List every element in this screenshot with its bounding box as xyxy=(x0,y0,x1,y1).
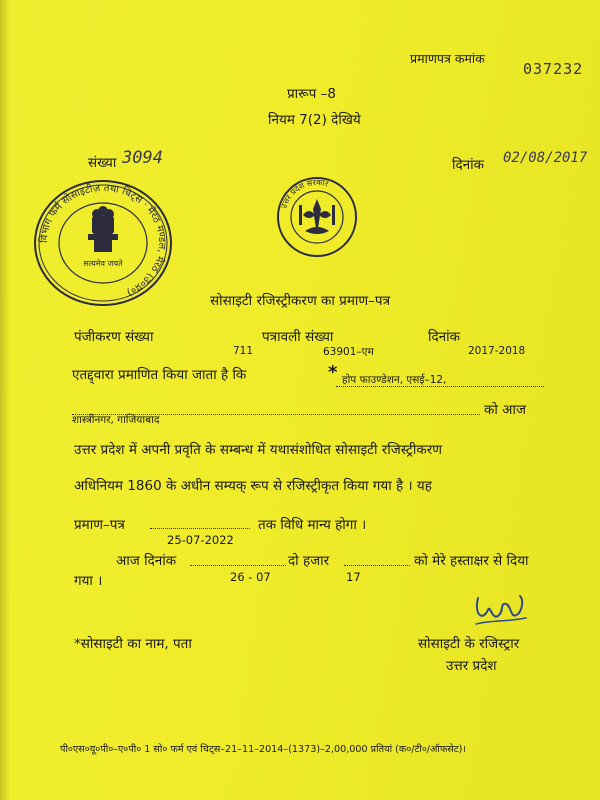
registrar-title: सोसाइटी के रजिस्ट्रार xyxy=(418,636,520,652)
footnote: *सोसाइटी का नाम, पता xyxy=(74,636,192,652)
society-name: होप फाउण्डेशन, एसई–12, xyxy=(342,374,447,386)
date2-value: 2017-2018 xyxy=(468,345,526,357)
registrar-signature xyxy=(470,590,530,638)
date-value: 02/08/2017 xyxy=(503,150,588,166)
form-number: प्रारूप –8 xyxy=(287,86,336,102)
paragraph-line-2: अधिनियम 1860 के अधीन सम्यक् रूप से रजिस्ट्रीकृत किया गया है । यह xyxy=(74,478,432,494)
registrar-state: उत्तर प्रदेश xyxy=(446,658,497,674)
certify-text: एतद्द्वारा प्रमाणित किया जाता है कि xyxy=(72,367,247,383)
emblem-ring-text: उत्तर प्रदेश सरकार xyxy=(279,177,330,210)
number-label: संख्या xyxy=(88,155,117,171)
certificate-title: सोसाइटी रजिस्ट्रीकरण का प्रमाण–पत्र xyxy=(210,293,391,309)
paper-edge-shadow xyxy=(0,0,10,800)
registrar-office-seal xyxy=(28,178,178,308)
validity-suffix: तक विधि मान्य होगा । xyxy=(258,517,367,533)
validity-prefix: प्रमाण–पत्र xyxy=(74,517,125,533)
validity-dotted-line xyxy=(150,528,250,529)
society-address: शास्त्रीनगर, गाजियाबाद xyxy=(72,414,160,426)
file-no-label: पत्रावली संख्या xyxy=(262,329,334,345)
registration-no-value: 711 xyxy=(233,345,254,357)
paragraph-line-1: उत्तर प्रदेश में अपनी प्रवृति के सम्बन्ध में यथासंशोधित सोसाइटी रजिस्ट्रीकरण xyxy=(74,442,442,458)
address-dotted-line xyxy=(72,414,480,415)
cert-no-label: प्रमाणपत्र कमांक xyxy=(410,51,485,66)
rule-reference: नियम 7(2) देखिये xyxy=(268,112,361,128)
today-mid: दो हजार xyxy=(288,553,330,569)
society-name-dotted-line xyxy=(336,386,544,387)
file-no-value: 63901–एम xyxy=(323,346,374,358)
today-year-dotted-line xyxy=(344,565,410,566)
today-suffix: को मेरे हस्ताक्षर से दिया xyxy=(414,553,529,569)
asterisk: * xyxy=(328,362,338,383)
seal-ring-text: विभाग फर्म सोसाइटीज़ तथा चिट्स · मेरठ मण्डल, मेरठ (उ०प्र०) xyxy=(38,182,168,298)
today-day-month: 26 - 07 xyxy=(230,570,271,584)
registration-no-label: पंजीकरण संख्या xyxy=(74,329,154,345)
date-label: दिनांक xyxy=(452,157,485,173)
today-year: 17 xyxy=(346,570,361,584)
number-value: 3094 xyxy=(122,148,163,168)
cert-no-value: 037232 xyxy=(523,60,584,78)
today-day-dotted-line xyxy=(190,565,286,566)
ko-aaj-text: को आज xyxy=(484,402,526,418)
up-government-emblem xyxy=(275,175,359,259)
date2-label: दिनांक xyxy=(428,329,461,345)
seal-motto: सत्यमेव जयते xyxy=(83,259,123,268)
validity-date: 25-07-2022 xyxy=(167,533,234,547)
print-info-line: पी०एस०यू०पी०–ए०पी० 1 सो० फर्म एवं चिट्स–21–11–2014–(1373)–2,00,000 प्रतियां (क०/टी०/ऑफसेट)। xyxy=(60,744,466,755)
gaya-text: गया । xyxy=(74,573,103,589)
today-prefix: आज दिनांक xyxy=(116,553,177,569)
